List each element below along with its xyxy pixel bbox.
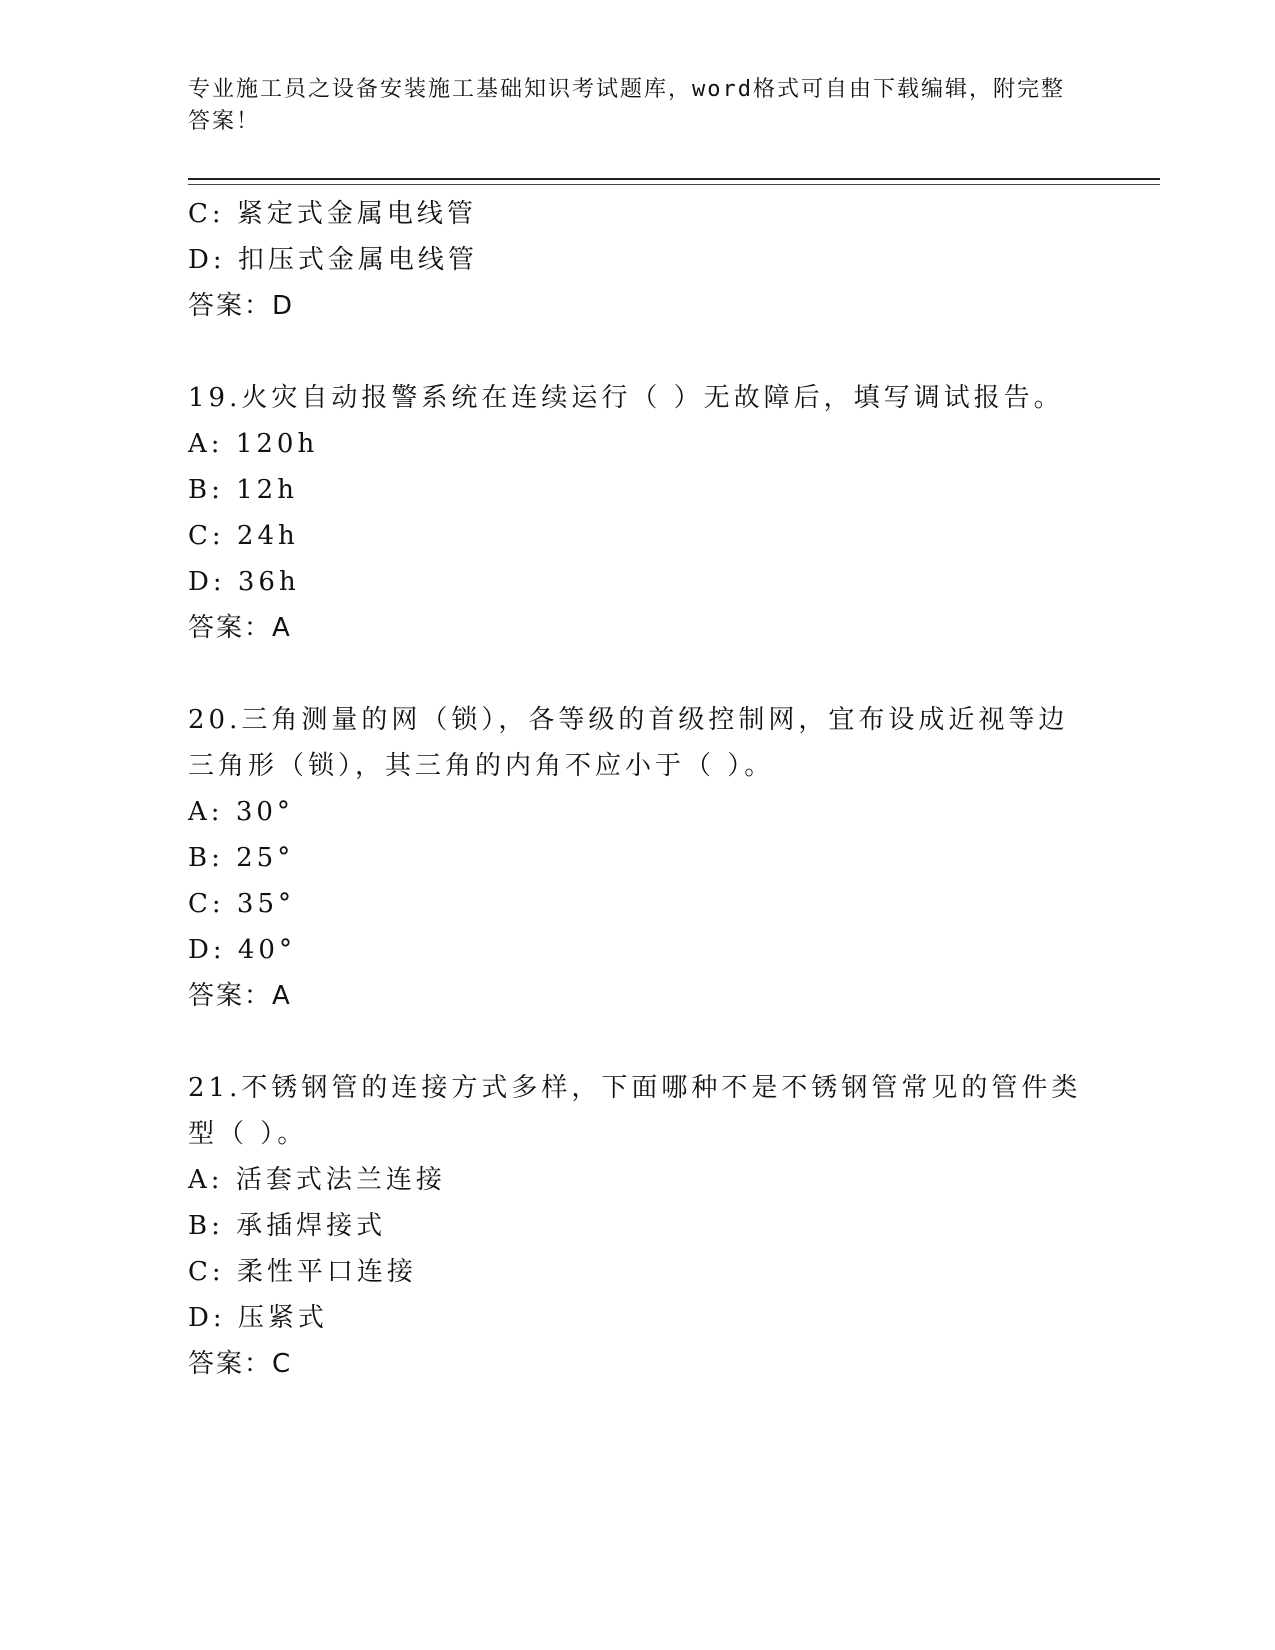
option-b: B: 承插焊接式 (188, 1211, 387, 1241)
previous-question-tail (188, 191, 1088, 329)
option-d: D: 40° (188, 935, 296, 965)
question-20 (188, 697, 1088, 1019)
option-c: C: 35° (188, 889, 296, 919)
option-b: B: 25° (188, 843, 295, 873)
question-21 (188, 1065, 1088, 1387)
answer-line: 答案：D (188, 291, 295, 321)
question-stem: 21.不锈钢管的连接方式多样，下面哪种不是不锈钢管常见的管件类型（ ）。 (188, 1073, 1082, 1149)
document-header: 专业施工员之设备安装施工基础知识考试题库，word格式可自由下载编辑，附完整答案！ (188, 77, 1065, 134)
answer-line: 答案：A (188, 981, 292, 1011)
question-stem: 19.火灾自动报警系统在连续运行（ ）无故障后，填写调试报告。 (188, 383, 1064, 413)
answer-line: 答案：A (188, 613, 292, 643)
option-c: C: 24h (188, 521, 299, 551)
header-divider-thin (188, 184, 1160, 185)
option-a: A: 30° (188, 797, 294, 827)
option-c: C: 柔性平口连接 (188, 1257, 417, 1287)
option-d: D: 扣压式金属电线管 (188, 245, 478, 275)
option-d: D: 压紧式 (188, 1303, 328, 1333)
header-divider-thick (188, 178, 1160, 180)
question-list (188, 191, 1088, 1387)
option-c: C: 紧定式金属电线管 (188, 199, 477, 229)
option-d: D: 36h (188, 567, 300, 597)
option-b: B: 12h (188, 475, 298, 505)
spacer (188, 1019, 1088, 1065)
spacer (188, 329, 1088, 375)
option-a: A: 120h (188, 429, 319, 459)
answer-line: 答案：C (188, 1349, 293, 1379)
question-19 (188, 375, 1088, 651)
spacer (188, 651, 1088, 697)
question-stem: 20.三角测量的网（锁），各等级的首级控制网，宜布设成近视等边三角形（锁），其三角的内角不应小于（ ）。 (188, 705, 1069, 781)
option-a: A: 活套式法兰连接 (188, 1165, 446, 1195)
